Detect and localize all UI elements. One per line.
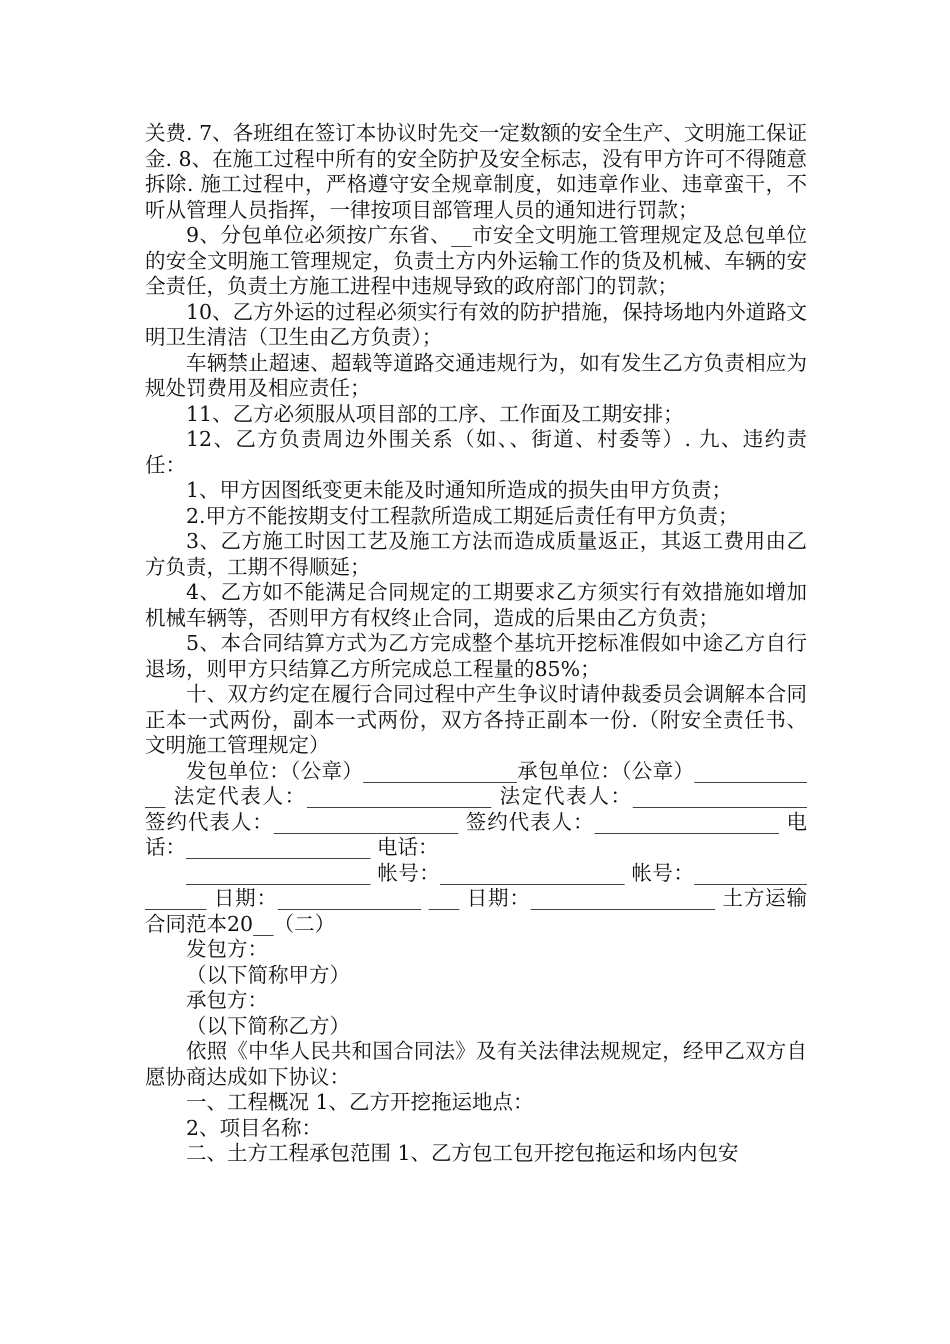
paragraph-party-a-alias: （以下简称甲方） [186, 962, 350, 987]
paragraph-party-b-label: 承包方： [186, 988, 268, 1012]
paragraph-clause-12: 12、乙方负责周边外围关系（如、、街道、村委等）. 九、违约责任： [145, 427, 807, 477]
paragraph-party-a-label: 发包方： [186, 937, 268, 961]
paragraph-contract-scope: 二、土方工程承包范围 1、乙方包工包开挖包拖运和场内包安 [186, 1141, 739, 1165]
paragraph-clause-10: 10、乙方外运的过程必须实行有效的防护措施，保持场地内外道路文明卫生清洁（卫生由乙方负责）； [145, 299, 807, 349]
paragraph-project-overview: 一、工程概况 1、乙方开挖拖运地点： [186, 1090, 534, 1114]
paragraph-penalty-clauses: 关费. 7、各班组在签订本协议时先交一定数额的安全生产、文明施工保证金. 8、在施工过程中所有的安全防护及安全标志，没有甲方许可不得随意拆除. 施工过程中，严格遵守安全规章制度，如违章作业、违章蛮干，不听从管理人员指挥，一律按项目部管理人员的通知进行罚款； [145, 121, 807, 222]
paragraph-liability-1: 1、甲方因图纸变更未能及时通知所造成的损失由甲方负责； [186, 478, 733, 502]
paragraph-clause-11: 11、乙方必须服从项目部的工序、工作面及工期安排； [186, 401, 684, 426]
paragraph-liability-4: 4、乙方如不能满足合同规定的工期要求乙方须实行有效措施如增加机械车辆等，否则甲方有权终止合同，造成的后果由乙方负责； [145, 580, 807, 630]
paragraph-liability-3: 3、乙方施工时因工艺及施工方法而造成质量返正，其返工费用由乙方负责，工期不得顺延； [145, 529, 807, 579]
paragraph-clause-9: 9、分包单位必须按广东省、__市安全文明施工管理规定及总包单位的安全文明施工管理规定，负责土方内外运输工作的货及机械、车辆的安全责任，负责土方施工进程中违规导致的政府部门的罚款； [145, 223, 807, 298]
paragraph-party-b-alias: （以下简称乙方） [186, 1013, 350, 1038]
paragraph-account-date-block: __________________ 帐号：__________________ 帐号：_________________ 日期：______________ ___ 日期：__________________ 土方运输合同范本20__（二） [145, 860, 807, 936]
paragraph-legal-basis: 依照《中华人民共和国合同法》及有关法律法规规定，经甲乙双方自愿协商达成如下协议： [145, 1039, 807, 1089]
paragraph-project-name: 2、项目名称： [186, 1115, 323, 1140]
document-body [145, 121, 814, 1167]
paragraph-liability-5: 5、本合同结算方式为乙方完成整个基坑开挖标准假如中途乙方自行退场，则甲方只结算乙方所完成总工程量的85%； [145, 631, 807, 681]
paragraph-signature-block: 发包单位：（公章）_______________承包单位：（公章）_____________ 法定代表人：__________________ 法定代表人：_________________ 签约代表人：__________________ 签约代表人：__________________ 电话：__________________ 电话： [145, 758, 814, 859]
paragraph-vehicle-rules: 车辆禁止超速、超载等道路交通违规行为，如有发生乙方负责相应为规处罚费用及相应责任； [145, 350, 807, 400]
paragraph-liability-2: 2.甲方不能按期支付工程款所造成工期延后责任有甲方负责； [186, 503, 739, 528]
paragraph-dispute-resolution: 十、双方约定在履行合同过程中产生争议时请仲裁委员会调解本合同正本一式两份，副本一式两份，双方各持正副本一份.（附安全责任书、文明施工管理规定） [145, 682, 807, 757]
